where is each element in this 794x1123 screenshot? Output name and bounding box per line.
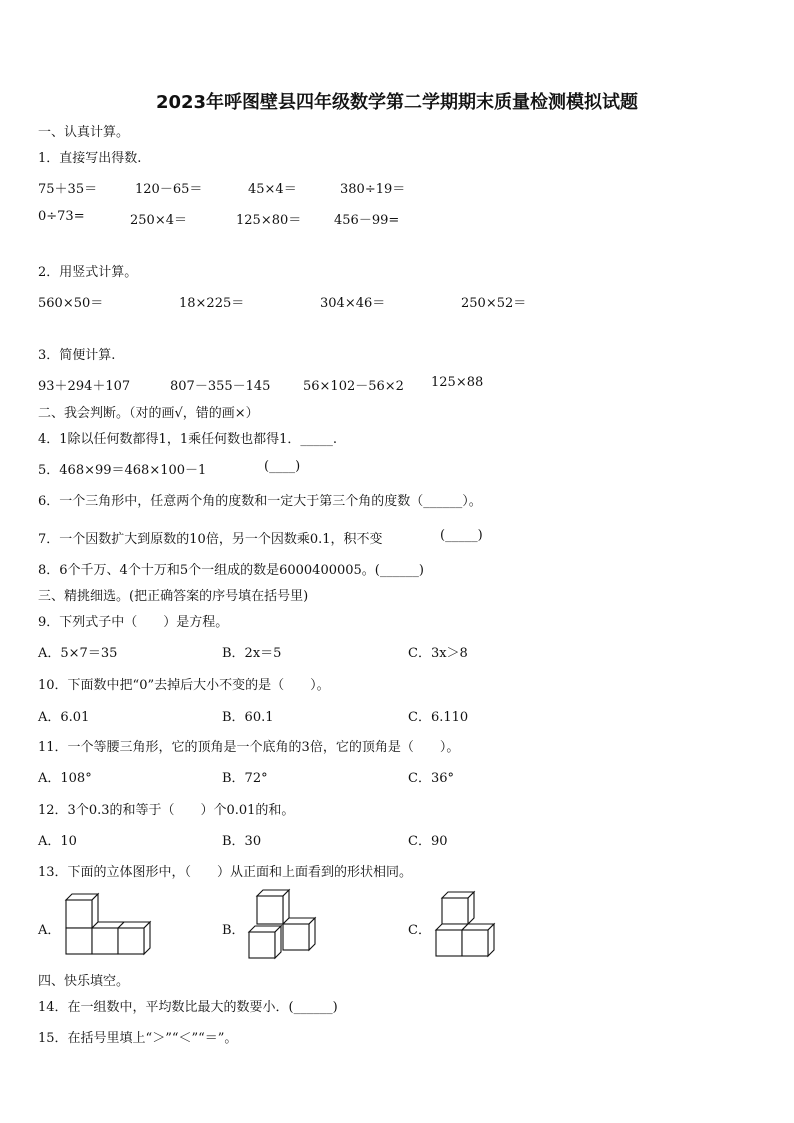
q10-option-b: B．60.1 [222,710,274,725]
q2-expr-3: 304×46＝ [320,296,386,311]
section-3-heading: 三、精挑细选。(把正确答案的序号填在括号里) [38,589,309,604]
q10-option-a: A．6.01 [38,710,90,725]
question-14: 14．在一组数中，平均数比最大的数要小．(______) [38,1000,338,1015]
q9-option-a: A．5×7＝35 [38,646,118,661]
q3-expr-2: 807－355－145 [170,379,271,394]
section-2-heading: 二、我会判断。（对的画√，错的画×） [38,406,259,421]
q2-expr-1: 560×50＝ [38,296,104,311]
question-13: 13．下面的立体图形中，（ ）从正面和上面看到的形状相同。 [38,865,413,880]
q11-option-c: C．36° [408,771,454,786]
question-9: 9．下列式子中（ ）是方程。 [38,615,229,630]
q1-expr-7: 125×80＝ [236,213,302,228]
q12-option-b: B．30 [222,834,262,849]
q3-expr-1: 93＋294＋107 [38,379,131,394]
q1-expr-1: 75＋35＝ [38,182,98,197]
question-4: 4．1除以任何数都得1，1乘任何数也都得1．_____. [38,432,337,447]
section-4-heading: 四、快乐填空。 [38,974,130,989]
q13-figure-a [64,892,156,956]
q2-expr-2: 18×225＝ [179,296,245,311]
question-2: 2．用竖式计算。 [38,265,138,280]
q9-option-b: B．2x＝5 [222,646,282,661]
question-11: 11．一个等腰三角形，它的顶角是一个底角的3倍，它的顶角是（ ）。 [38,740,460,755]
q13-figure-b [247,888,319,960]
q13-figure-c [434,888,496,960]
q1-expr-5: 0÷73= [38,209,85,224]
q1-expr-8: 456－99= [334,213,400,228]
question-8: 8．6个千万、4个十万和5个一组成的数是6000400005。(______) [38,563,424,578]
q13-option-b: B． [222,923,245,938]
q10-option-c: C．6.110 [408,710,469,725]
question-15: 15．在括号里填上“＞”“＜”“＝”。 [38,1031,238,1046]
q1-expr-4: 380÷19＝ [340,182,406,197]
q2-expr-4: 250×52＝ [461,296,527,311]
question-10: 10．下面数中把“0”去掉后大小不变的是（ ）。 [38,678,330,693]
q3-expr-3: 56×102－56×2 [303,379,404,394]
q12-option-c: C．90 [408,834,448,849]
section-1-heading: 一、认真计算。 [38,125,130,140]
q13-option-c: C． [408,923,431,938]
question-5: 5．468×99＝468×100－1 [38,463,207,478]
page-title: 2023年呼图壁县四年级数学第二学期期末质量检测模拟试题 [155,92,639,113]
question-12: 12．3个0.3的和等于（ ）个0.01的和。 [38,803,295,818]
q12-option-a: A．10 [38,834,77,849]
question-3: 3．简便计算. [38,348,116,363]
question-7: 7．一个因数扩大到原数的10倍，另一个因数乘0.1，积不变 [38,532,383,547]
q11-option-a: A．108° [38,771,92,786]
question-6: 6．一个三角形中，任意两个角的度数和一定大于第三个角的度数（______）。 [38,494,482,509]
q1-expr-6: 250×4＝ [130,213,187,228]
q1-expr-3: 45×4＝ [248,182,297,197]
q3-expr-4: 125×88 [431,375,484,390]
q13-option-a: A． [38,923,61,938]
question-5-blank: (____) [264,459,301,474]
q11-option-b: B．72° [222,771,268,786]
question-7-blank: (_____) [440,528,483,543]
question-1: 1．直接写出得数. [38,151,142,166]
q9-option-c: C．3x＞8 [408,646,468,661]
q1-expr-2: 120－65＝ [135,182,203,197]
